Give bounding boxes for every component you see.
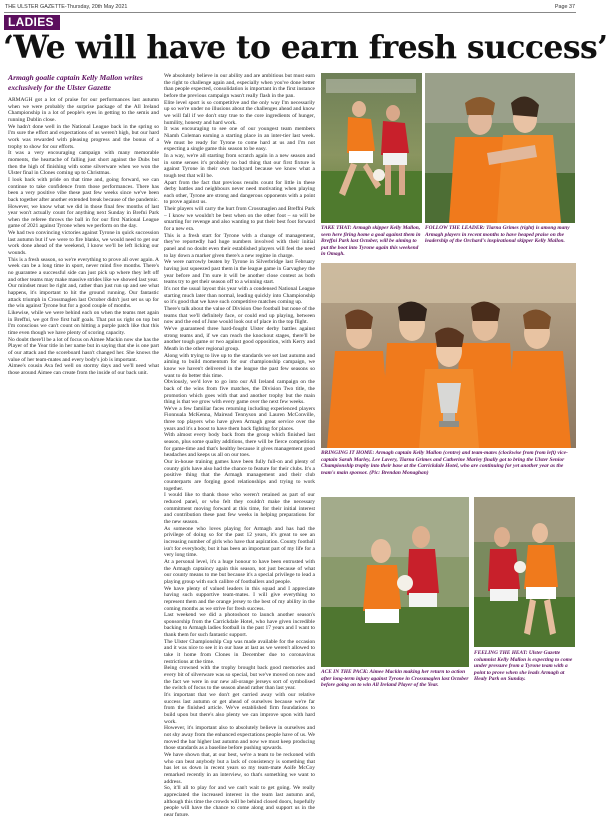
paragraph: Last weekend we did a photoshoot to launch another season's sponsorship from the Carrickdale Hotel, who have given incredible backing to Armagh ladies football in the past 17 years and I want to thank them for such fantastic support.	[164, 612, 315, 639]
paragraph: We have plenty of valued leaders in this squad and I appreciate having such supportive team-mates. I will give everything to represent them and the orange jersey to the best of my ability in the coming months as we strive for fresh success.	[164, 585, 315, 612]
paragraph: We had two convincing victories against Tyrone in quick succession last autumn but if we were to fire blanks, we would need to get our work done ahead of the weekend, I know we'll be left licking our wounds.	[8, 230, 159, 257]
photo-illustration	[321, 497, 469, 667]
masthead-date: THE ULSTER GAZETTE-Thursday, 20th May 2021	[5, 4, 128, 10]
paragraph: Apart from the fact that previous results count for little in these derby battles and neighbours never need motivating when playing each other, Tyrone are strong and dangerous opponents with a point to prove against us.	[164, 179, 315, 206]
caption-take-that: TAKE THAT: Armagh skipper Kelly Mallon, seen here firing home a goal against them in Breffni Park last October, will be aiming to put the boot into Tyrone again this weekend in Omagh.	[321, 225, 421, 257]
caption-follow-leader: FOLLOW THE LEADER: Tiarna Grimes (right) is among many Armagh players in recent months to have heaped praise on the leadership of the Orchard's inspirational skipper Kelly Mallon.	[425, 225, 570, 244]
paragraph: As someone who loves playing for Armagh and has had the privilege of doing so for the past 12 years, it's great to see an increasing number of girls who have that aspiration. County football isn't for everybody, but it has been an important part of my life for a very long time.	[164, 525, 315, 559]
caption-feeling-heat: FEELING THE HEAT: Ulster Gazette columnist Kelly Mallon is expecting to come under pressure from a Tyrone team with a point to prove when she leads Armagh at Healy Park on Sunday.	[474, 650, 573, 682]
paragraph: So, it'll all to play for and we can't wait to get going. We really appreciated the increased interest in the team last autumn and, although this time the crowds will be behind closed doors, hopefully people will have the chance to come along and support us in the near future.	[164, 785, 315, 818]
photo-illustration	[425, 73, 575, 223]
paragraph: No doubt there'll be a lot of focus on Aimee Mackin now she has the Player of the Year title in her name but in saying that she is one part of our attack and the scoreboard hasn't changed her. She knows the value of her team-mates and every body's job is important.	[8, 336, 159, 363]
paragraph: I look back with pride on that time and, going forward, we can continue to take confidence from those performances. There has been a very positive vibe these past few weeks since we've been back together after another extended break because of the pandemic.	[8, 176, 159, 203]
paragraph: We hadn't done well in the National League back in the spring so I'm sure the effort and expectations of us weren't high, but our hard work was rewarded with pleasing progress and the bonus of a trophy to show for our efforts.	[8, 123, 159, 150]
paragraph: We were narrowly beaten by Tyrone in Silverbridge last February having just squeezed past them in the league game in Garvaghey the year before and I'm sure it will be another close contest as both teams try to get their season off to a winning start.	[164, 259, 315, 286]
photo-kelly-mallon-goal	[321, 73, 422, 223]
article-column-3-with-photo	[321, 497, 469, 734]
byline: Armagh goalie captain Kelly Mallon writes exclusively for the Ulster Gazette	[8, 73, 143, 92]
paragraph: We have shown that, at our best, we're a team to be reckoned with who can beat anybody but a lack of consistency is something that has let us down in recent years so my team-mate Aoife McCoy remarked recently in an interview, so that's something we want to address.	[164, 751, 315, 785]
paragraph: Elite level sport is so competitive and the only way I'm necessarily up so we're under no illusions about the challenges ahead and know we will fall if we don't stay true to the core ingredients of hunger, humility, honesty and hard work.	[164, 99, 315, 126]
paragraph: Our in-house training games have been fully full-on and plenty of county girls have also had the chance to feature for their clubs. It's a positive thing that the Armagh management and their club counterparts are forging good relationships and trying to work together.	[164, 459, 315, 492]
paragraph: Being crowned with the trophy brought back good memories and every bit of silverware was so special, but we've moved on now and the fact we were in our new all-orange jerseys sort of symbolised the switch of focus to the season ahead rather than last year.	[164, 665, 315, 692]
paragraph: It's not the usual layout this year with a condensed National League starting much later than normal, leading quickly into Championship so it's good that we have such competitive matches coming up.	[164, 286, 315, 306]
paragraph: Along with trying to live up to the standards we set last autumn and aiming to build momentum for our championship campaign, we know we haven't delivered in the league the past few seasons so want to do better this time.	[164, 352, 315, 379]
article-column-1	[8, 97, 159, 734]
caption-bringing-home: BRINGING IT HOME: Armagh captain Kelly Mallon (centre) and team-mates (clockwise from from left) vice-captain Sarah Marley, Lee Lavery, Tiarna Grimes and Catherine Marley finally got to bring the Ulster Senior Championship trophy into their base at the Carrickdale Hotel, who are continuing for yet another year as the team's main sponsor. (Pic: Brendan Monaghan)	[321, 450, 568, 476]
paragraph: At a personal level, it's a huge honour to have been entrusted with the Armagh captaincy again this season, not just because of what our county means to me but because it's a special privilege to lead a playing group with such calibre of footballers and people.	[164, 558, 315, 585]
page-number: Page 37	[554, 4, 575, 10]
section-label: LADIES	[4, 15, 60, 30]
paragraph: Likewise, while we were behind each on when the teams met again in Breffni, we got five first half goals. That put us right on top but I'm conscious we can't count on hitting a purple patch like that this time even though we have plenty of scoring capacity.	[8, 310, 159, 336]
paragraph: It was encouraging to see one of our youngest team members Niamh Coleman earning a starting place in an inter-tier last week. We must be ready for Tyrone to come hard at us and I'm not expecting a single game this season to be easy.	[164, 126, 315, 153]
paragraph: Their players will carry the hurt from Crossmaglen and Breffni Park – I know we wouldn't be best when on the other foot – so will be smarting for revenge and also wanting to put their best foot forward for a new era.	[164, 206, 315, 233]
page-masthead	[4, 2, 576, 13]
paragraph: ARMAGH got a lot of praise for our performances last autumn when we were probably the surprise package of the All Ireland Championship in a lot of people's eyes in getting to the semis and running Dublin close.	[8, 97, 159, 123]
paragraph: Our mindset must be right and, rather than just run up and see what happens, it's important to hit the ground running. Our fantastic attack triumph in Crossmaglen last October didn't just set us up for the win against Tyrone but for a good couple of months.	[8, 283, 159, 310]
paragraph: In a way, we're all starting from scratch again in a new season and in some senses it's probably no bad thing that our first fixture is against Tyrone in their own backyard because we know what a tough test that will be.	[164, 152, 315, 179]
photo-aimee-mackin	[321, 497, 469, 667]
photo-illustration	[321, 73, 422, 223]
paragraph: We've guaranteed three hard-fought Ulster derby battles against strong teams and, if we can reach the knockout stages, there'll be another tough game or two against good opposition, with Kerry and Meath in the other regional group.	[164, 325, 315, 352]
caption-ace-in-pack: ACE IN THE PACK: Aimee Mackin making her return to action after long-term injury against Tyrone in Crossmaglen last October before going on to win All Ireland Player of the Year.	[321, 669, 469, 688]
paragraph: However, we know what we did in those final few months of last year won't actually count for anything next Sunday in Brefni Park when the referee throws the ball in for our first National League game of 2021 against Tyrone when we perform on the day.	[8, 203, 159, 230]
paragraph: This is a fresh season, so we're everything to prove all over again. A week can be a long time in sport, never mind five months. There's no guarantee a successful side can just pick up where they left off and other teams may make massive strides like we showed last year.	[8, 256, 159, 283]
article-column-2	[164, 73, 315, 818]
paragraph: It's important that we don't get carried away with our relative success last autumn or get ahead of ourselves because we're far from the finished article. We've established firm foundations to build upon but there's also plenty we can improve upon with hard work.	[164, 692, 315, 725]
photo-feeling-heat	[474, 497, 575, 647]
paragraph: With almost every body back from the group which finished last season, plus some quality additions, there will be fierce competition for game-time and that's healthy because it gives management good headaches and keeps us all on our toes.	[164, 432, 315, 459]
photo-illustration	[474, 497, 575, 647]
paragraph: Obviously, we'd love to go into our All Ireland campaign on the back of the wins from five matches, the Division Two title, the promotion which goes with that and another trophy but the main thing is that we grow with every game over the next few weeks.	[164, 379, 315, 406]
paragraph: It was a very encouraging campaign with many memorable moments, the heartache of falling just short against the Dubs but then the high of finishing with some silverware when we won the Ulster final in Clones coming up to Christmas.	[8, 150, 159, 177]
paragraph: This is a fresh start for Tyrone with a change of management, they've reportedly had huge numbers involved with their initial panel and no doubt even their established players will feel the need to lay down a marker given there's a new regime in charge.	[164, 232, 315, 259]
photo-team-with-trophy	[321, 263, 576, 448]
paragraph: We've a few familiar faces returning including experienced players Fionnuala McKenna, Mairead Tennyson and Lauren McConville, three top players who have given Armagh great service over the years and it's a boost to have them back fighting for places.	[164, 405, 315, 432]
photo-tiarna-grimes	[425, 73, 575, 223]
paragraph: Aimee's cousin Ava fed well on stormy days and we'll need what those around Aimee can create from the inside of our back unit.	[8, 363, 159, 376]
paragraph: The Ulster Championship Cup was made available for the occasion and it was nice to see it in our base at last as we weren't allowed to take it home from Clones in December due to coronavirus restrictions at the time.	[164, 638, 315, 665]
photo-illustration	[321, 263, 576, 448]
paragraph: There's talk about the value of Division One football but none of the teams that we'll definitely face, or could end up playing, between now and the end of June would look out of place in the top flight.	[164, 305, 315, 326]
headline: ‘We will have to earn fresh success’	[3, 29, 608, 66]
paragraph: However, it's important also to absolutely believe in ourselves and not shy away from the enhanced expectations people have of us. We moved the bar higher last autumn and now we must keep producing those standards as a baseline before pushing upwards.	[164, 725, 315, 752]
paragraph: I would like to thank those who weren't retained as part of our reduced panel, or who felt they couldn't make the necessary commitment moving forward at this time, for their initial interest and contribution these past few weeks in helping preparations for the new season.	[164, 492, 315, 525]
paragraph: We absolutely believe in our ability and are ambitious but must earn the right to challenge again and, especially when you've done better than people expected, consolidation is important in the first instance before the previous campaign wasn't really flash in the pan.	[164, 73, 315, 99]
